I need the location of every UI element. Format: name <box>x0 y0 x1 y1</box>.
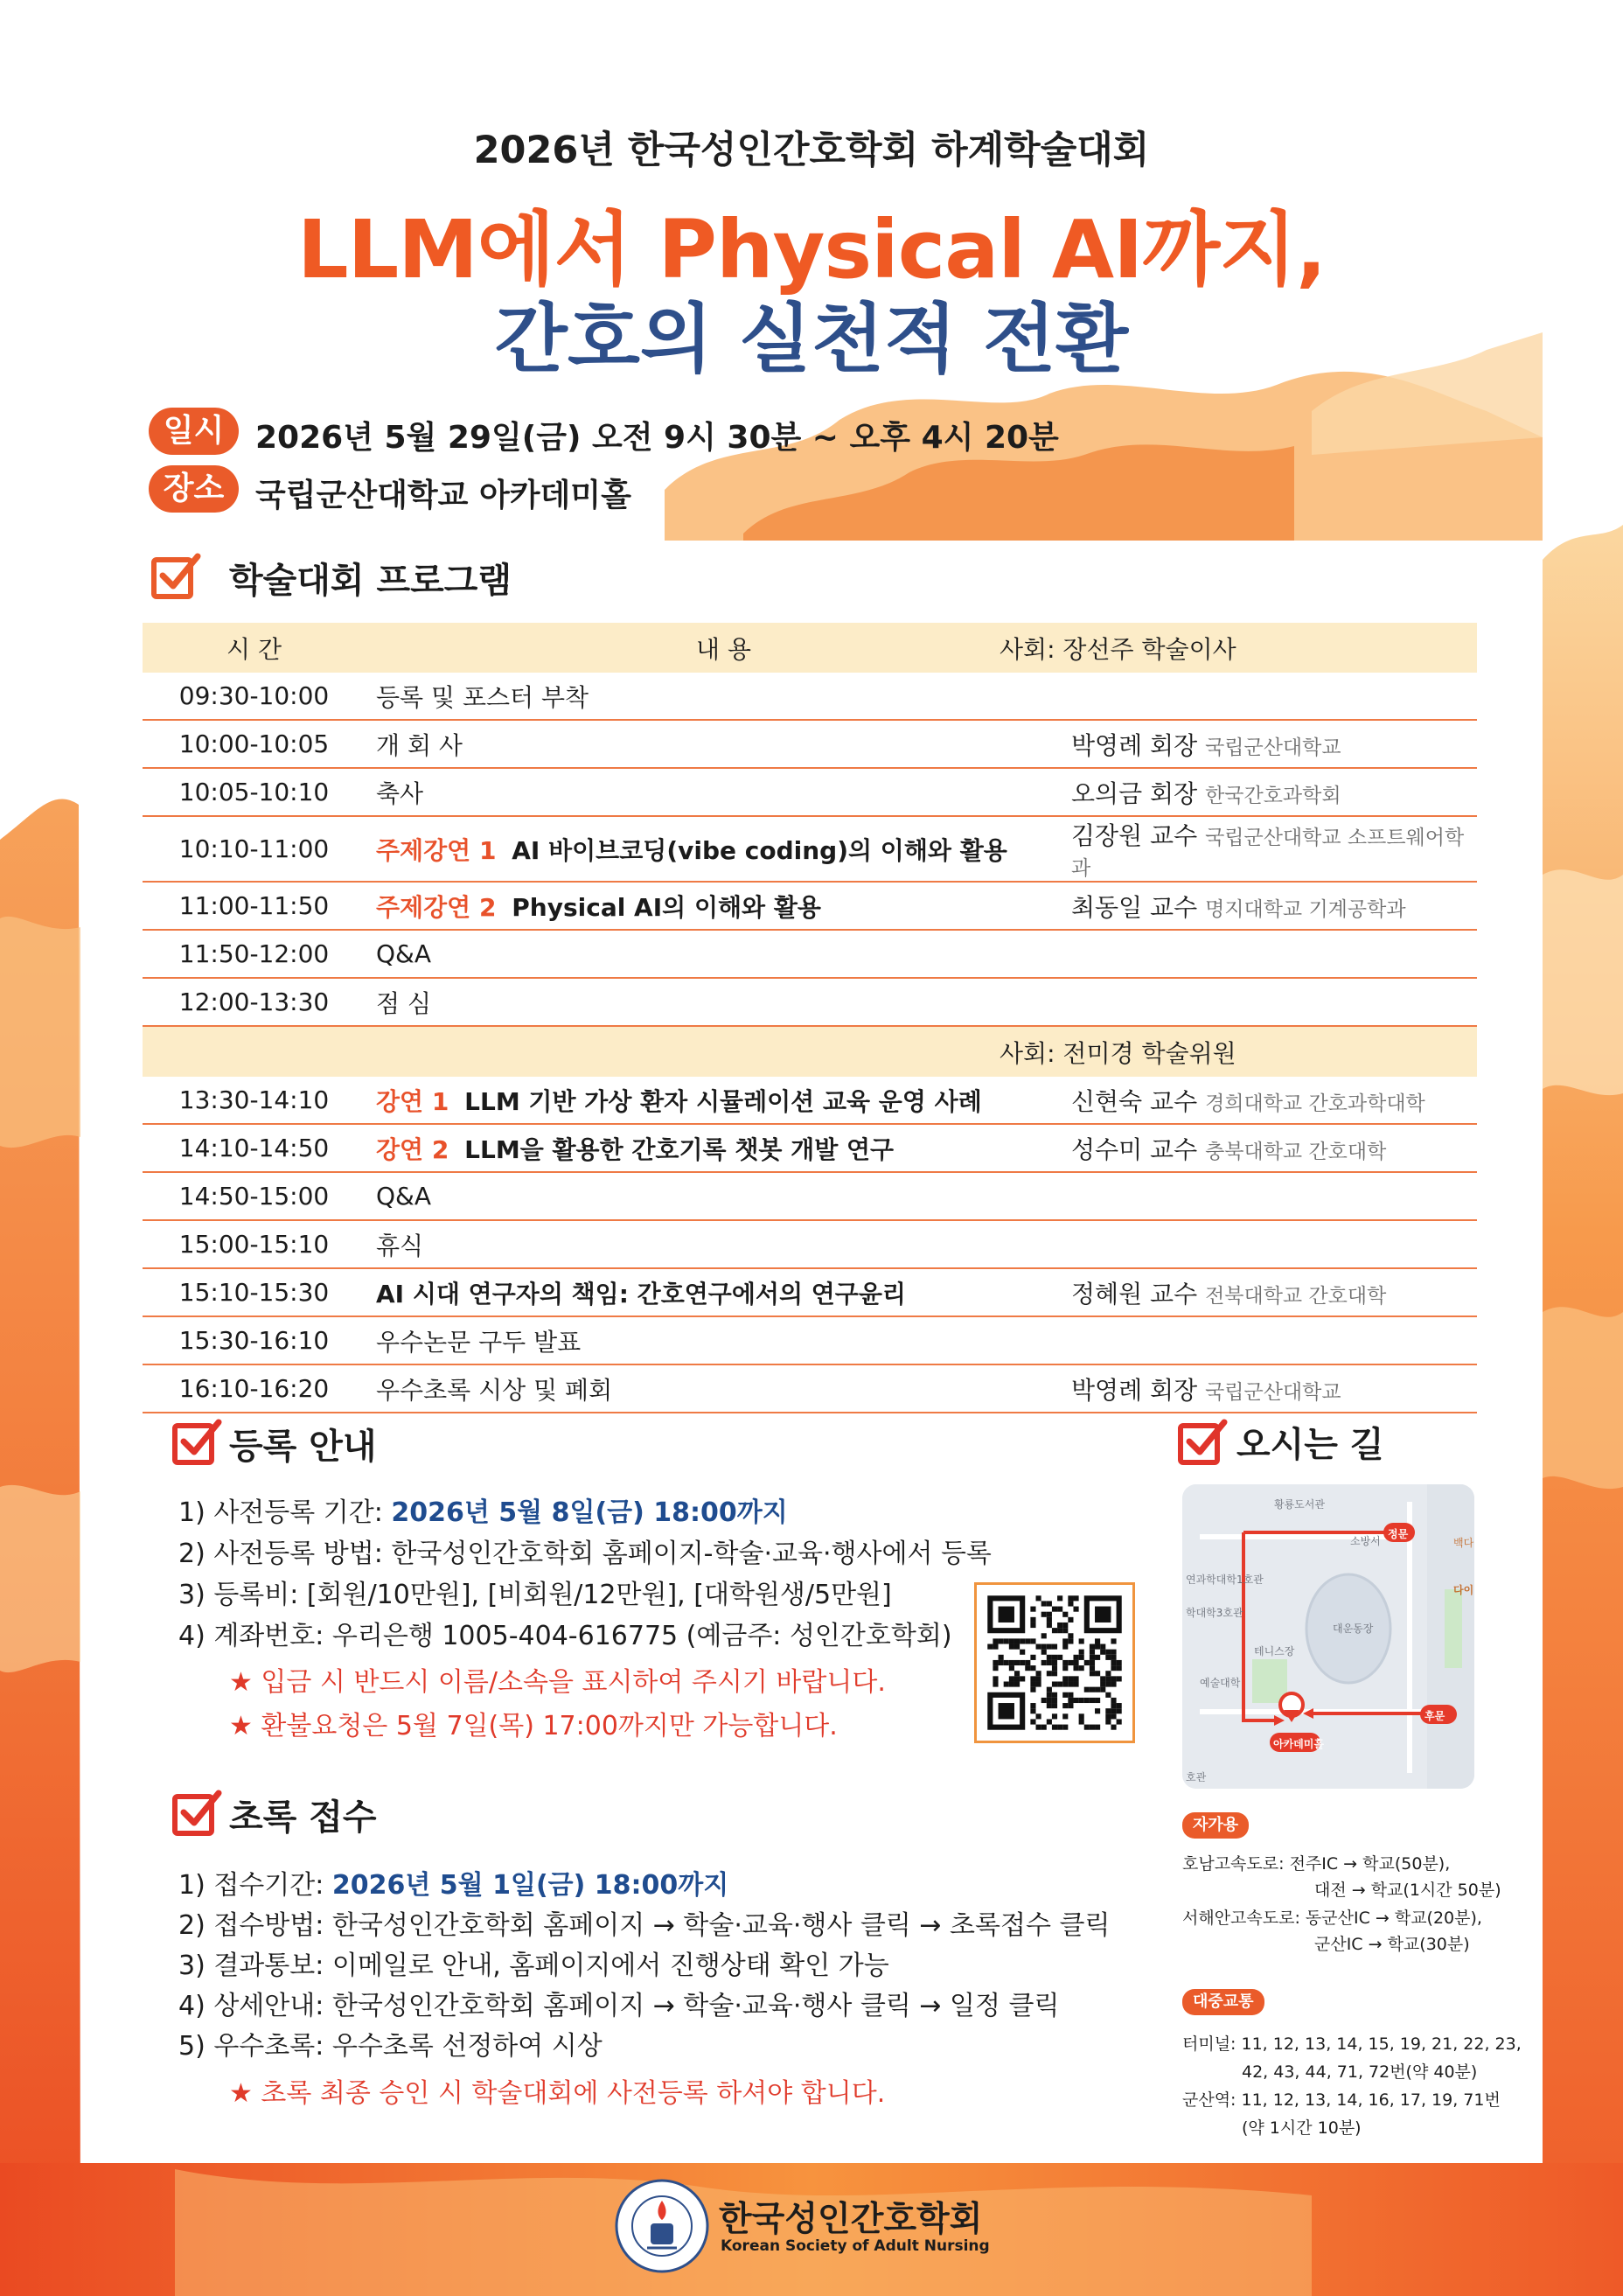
session-speaker <box>1071 720 1477 768</box>
table-row <box>143 1316 1477 1364</box>
table-row <box>143 1172 1477 1220</box>
map-label-arts: 예술대학 <box>1200 1677 1241 1689</box>
footer-org-name-en: Korean Society of Adult Nursing <box>721 2237 990 2255</box>
event-title-line2: 간호의 실천적 전환 <box>494 296 1129 383</box>
session-speaker <box>1071 1268 1477 1316</box>
registration-note2: ★ 환불요청은 5월 7일(목) 17:00까지만 가능합니다. <box>229 1711 838 1741</box>
session-time: 14:50-15:00 <box>143 1172 366 1220</box>
transit-line4: (약 1시간 10분) <box>1242 2118 1362 2138</box>
registration-qr-code[interactable] <box>974 1582 1135 1743</box>
abstract-result: 3) 결과통보: 이메일로 안내, 홈페이지에서 진행상태 확인 가능 <box>178 1951 889 1981</box>
map-label-baek: 백다 <box>1453 1537 1474 1549</box>
session-content <box>366 720 1071 768</box>
session-title: 우수초록 시상 및 폐회 <box>376 1375 613 1405</box>
header-moderator <box>1000 623 1477 673</box>
session-speaker <box>1071 1077 1477 1124</box>
session-content <box>366 1364 1071 1413</box>
directions-title: 오시는 길 <box>1236 1425 1384 1465</box>
session-content <box>366 1124 1071 1172</box>
registration-title: 등록 안내 <box>229 1427 377 1467</box>
table-row <box>143 978 1477 1026</box>
speaker-affiliation: 전북대학교 간호대학 <box>1205 1284 1387 1308</box>
registration-note1: ★ 입금 시 반드시 이름/소속을 표시하여 주시기 바랍니다. <box>229 1667 886 1698</box>
session-content <box>366 882 1071 930</box>
session-speaker <box>1071 816 1477 882</box>
speaker-name: 정혜원 교수 <box>1071 1279 1198 1309</box>
date-value: 2026년 5월 29일(금) 오전 9시 30분 ~ 오후 4시 20분 <box>255 420 1059 456</box>
session-title: 축사 <box>376 778 424 808</box>
abstract-method: 2) 접수방법: 한국성인간호학회 홈페이지 → 학술·교육·행사 클릭 → 초록접수 클릭 <box>178 1910 1111 1941</box>
checkbox-icon <box>1177 1415 1228 1466</box>
session-content <box>366 1316 1071 1364</box>
program-rows-afternoon <box>143 1077 1477 1413</box>
session-title: Q&A <box>376 1182 432 1211</box>
abstract-award: 5) 우수초록: 우수초록 선정하여 시상 <box>178 2031 603 2062</box>
session-title: 등록 및 포스터 부착 <box>376 682 589 712</box>
session-time: 15:30-16:10 <box>143 1316 366 1364</box>
session-tag: 강연 1 <box>376 1086 449 1116</box>
car-tag: 자가용 <box>1182 1812 1249 1839</box>
moderator-1: 사회: 장선주 학술이사 <box>1000 634 1236 664</box>
map-label-b1: 연과학대학1호관 <box>1186 1574 1264 1586</box>
session-content <box>366 1172 1071 1220</box>
map-label-daiso: 다이 <box>1453 1584 1474 1596</box>
table-row <box>143 1268 1477 1316</box>
table-row <box>143 816 1477 882</box>
session-title: 점 심 <box>376 988 431 1018</box>
transit-line1: 터미널: 11, 12, 13, 14, 15, 19, 21, 22, 23, <box>1182 2034 1522 2054</box>
map-label-tennis: 테니스장 <box>1254 1645 1295 1657</box>
session-content <box>366 978 1071 1026</box>
session-title: Physical AI의 이해와 활용 <box>512 892 821 922</box>
session-speaker <box>1071 1124 1477 1172</box>
registration-method: 2) 사전등록 방법: 한국성인간호학회 홈페이지-학술·교육·행사에서 등록 <box>178 1539 992 1569</box>
car-line3: 서해안고속도로: 동군산IC → 학교(20분), <box>1182 1909 1482 1928</box>
checkbox-icon <box>171 1415 222 1466</box>
speaker-name: 박영례 회장 <box>1071 1375 1198 1405</box>
speaker-affiliation: 충북대학교 간호대학 <box>1205 1140 1387 1163</box>
speaker-affiliation: 경희대학교 간호과학대학 <box>1205 1092 1425 1115</box>
session-time: 11:00-11:50 <box>143 882 366 930</box>
session-time: 11:50-12:00 <box>143 930 366 978</box>
table-row <box>143 1220 1477 1268</box>
venue-value: 국립군산대학교 아카데미홀 <box>255 478 631 513</box>
session-time: 12:00-13:30 <box>143 978 366 1026</box>
car-line1: 호남고속도로: 전주IC → 학교(50분), <box>1182 1854 1451 1874</box>
map-label-b3: 호관 <box>1186 1771 1207 1783</box>
speaker-affiliation: 국립군산대학교 소프트웨어학과 <box>1071 827 1465 880</box>
session-time: 15:00-15:10 <box>143 1220 366 1268</box>
session-speaker <box>1071 882 1477 930</box>
qr-code-icon <box>977 1585 1132 1741</box>
map-graphic <box>1182 1484 1474 1789</box>
header-content: 내 용 <box>366 623 1071 673</box>
session-time: 13:30-14:10 <box>143 1077 366 1124</box>
map-label-back-gate: 후문 <box>1424 1710 1445 1722</box>
program-title: 학술대회 프로그램 <box>229 561 512 601</box>
session-time: 09:30-10:00 <box>143 673 366 720</box>
session-speaker <box>1071 930 1477 978</box>
table-row <box>143 1124 1477 1172</box>
session-content <box>366 768 1071 816</box>
session-speaker <box>1071 1172 1477 1220</box>
car-line4: 군산IC → 학교(30분) <box>1314 1935 1470 1954</box>
session-time: 10:00-10:05 <box>143 720 366 768</box>
header-time: 시 간 <box>143 623 366 673</box>
session-tag: 주제강연 1 <box>376 835 497 865</box>
session-time: 16:10-16:20 <box>143 1364 366 1413</box>
map-label-stadium: 대운동장 <box>1333 1623 1374 1635</box>
session-title: Q&A <box>376 939 432 968</box>
session-title: LLM 기반 가상 환자 시뮬레이션 교육 운영 사례 <box>464 1086 982 1116</box>
event-subtitle: 2026년 한국성인간호학회 하계학술대회 <box>473 129 1150 172</box>
table-row <box>143 1077 1477 1124</box>
abstract-title: 초록 접수 <box>229 1797 377 1838</box>
checkbox-icon <box>150 549 201 600</box>
session-speaker <box>1071 1316 1477 1364</box>
abstract-detail: 4) 상세안내: 한국성인간호학회 홈페이지 → 학술·교육·행사 클릭 → 일정 클릭 <box>178 1991 1060 2021</box>
session-content <box>366 1268 1071 1316</box>
session-time: 15:10-15:30 <box>143 1268 366 1316</box>
session-speaker <box>1071 1364 1477 1413</box>
session-title: AI 바이브코딩(vibe coding)의 이해와 활용 <box>512 835 1007 865</box>
moderator-2: 사회: 전미경 학술위원 <box>1000 1038 1236 1068</box>
registration-period: 1) 사전등록 기간: 2026년 5월 8일(금) 18:00까지 <box>178 1497 788 1528</box>
session-speaker <box>1071 1220 1477 1268</box>
speaker-affiliation: 국립군산대학교 <box>1205 736 1341 759</box>
session-content <box>366 816 1071 882</box>
program-table <box>143 623 1477 1413</box>
table-header-row <box>143 623 1477 673</box>
session-time: 14:10-14:50 <box>143 1124 366 1172</box>
session-content <box>366 673 1071 720</box>
session-speaker <box>1071 768 1477 816</box>
session-content <box>366 1077 1071 1124</box>
campus-map[interactable] <box>1182 1484 1474 1789</box>
checkbox-icon <box>171 1786 222 1837</box>
table-row <box>143 673 1477 720</box>
session-title: LLM을 활용한 간호기록 챗봇 개발 연구 <box>464 1134 895 1164</box>
registration-fee: 3) 등록비: [회원/10만원], [비회원/12만원], [대학원생/5만원] <box>178 1580 892 1610</box>
session-content <box>366 930 1071 978</box>
speaker-name: 신현숙 교수 <box>1071 1086 1198 1116</box>
speaker-name: 김장원 교수 <box>1071 821 1198 850</box>
map-label-hall: 아카데미홀 <box>1273 1738 1324 1750</box>
session-content <box>366 1220 1071 1268</box>
date-badge: 일시 <box>149 408 239 455</box>
session-speaker <box>1071 673 1477 720</box>
map-label-fire: 소방서 <box>1350 1535 1381 1547</box>
speaker-affiliation: 한국간호과학회 <box>1205 784 1341 807</box>
footer-org-name: 한국성인간호학회 <box>719 2200 983 2239</box>
transit-tag: 대중교통 <box>1182 1989 1264 2015</box>
session-title: 개 회 사 <box>376 730 463 760</box>
map-label-b2: 학대학3호관 <box>1186 1607 1243 1619</box>
table-row <box>143 930 1477 978</box>
abstract-note: ★ 초록 최종 승인 시 학술대회에 사전등록 하셔야 합니다. <box>229 2078 886 2109</box>
speaker-name: 최동일 교수 <box>1071 892 1198 922</box>
program-rows-morning <box>143 673 1477 1026</box>
session-time: 10:10-11:00 <box>143 816 366 882</box>
speaker-name: 오의금 회장 <box>1071 778 1198 808</box>
society-logo-icon <box>614 2178 710 2274</box>
speaker-affiliation: 명지대학교 기계공학과 <box>1205 897 1406 921</box>
event-title-line1: LLM에서 Physical AI까지, <box>296 203 1327 297</box>
abstract-period: 1) 접수기간: 2026년 5월 1일(금) 18:00까지 <box>178 1870 729 1901</box>
table-row <box>143 1364 1477 1413</box>
speaker-name: 성수미 교수 <box>1071 1134 1198 1164</box>
session-tag: 강연 2 <box>376 1134 449 1164</box>
registration-account: 4) 계좌번호: 우리은행 1005-404-616775 (예금주: 성인간호학회) <box>178 1621 952 1651</box>
session-tag: 주제강연 2 <box>376 892 497 922</box>
venue-badge: 장소 <box>149 465 239 513</box>
table-row <box>143 768 1477 816</box>
speaker-name: 박영례 회장 <box>1071 730 1198 760</box>
map-label-main-gate: 정문 <box>1388 1528 1409 1540</box>
session-title: AI 시대 연구자의 책임: 간호연구에서의 연구윤리 <box>376 1279 906 1309</box>
transit-line3: 군산역: 11, 12, 13, 14, 16, 17, 19, 71번 <box>1182 2090 1501 2110</box>
session-speaker <box>1071 978 1477 1026</box>
speaker-affiliation: 국립군산대학교 <box>1205 1380 1341 1404</box>
session-title: 우수논문 구두 발표 <box>376 1327 582 1357</box>
session-time: 10:05-10:10 <box>143 768 366 816</box>
table-row <box>143 882 1477 930</box>
car-line2: 대전 → 학교(1시간 50분) <box>1314 1881 1501 1900</box>
transit-line2: 42, 43, 44, 71, 72번(약 40분) <box>1242 2062 1478 2082</box>
map-label-library: 황룡도서관 <box>1274 1498 1325 1511</box>
table-row <box>143 720 1477 768</box>
moderator-row <box>143 1026 1477 1077</box>
session-title: 휴식 <box>376 1231 424 1260</box>
